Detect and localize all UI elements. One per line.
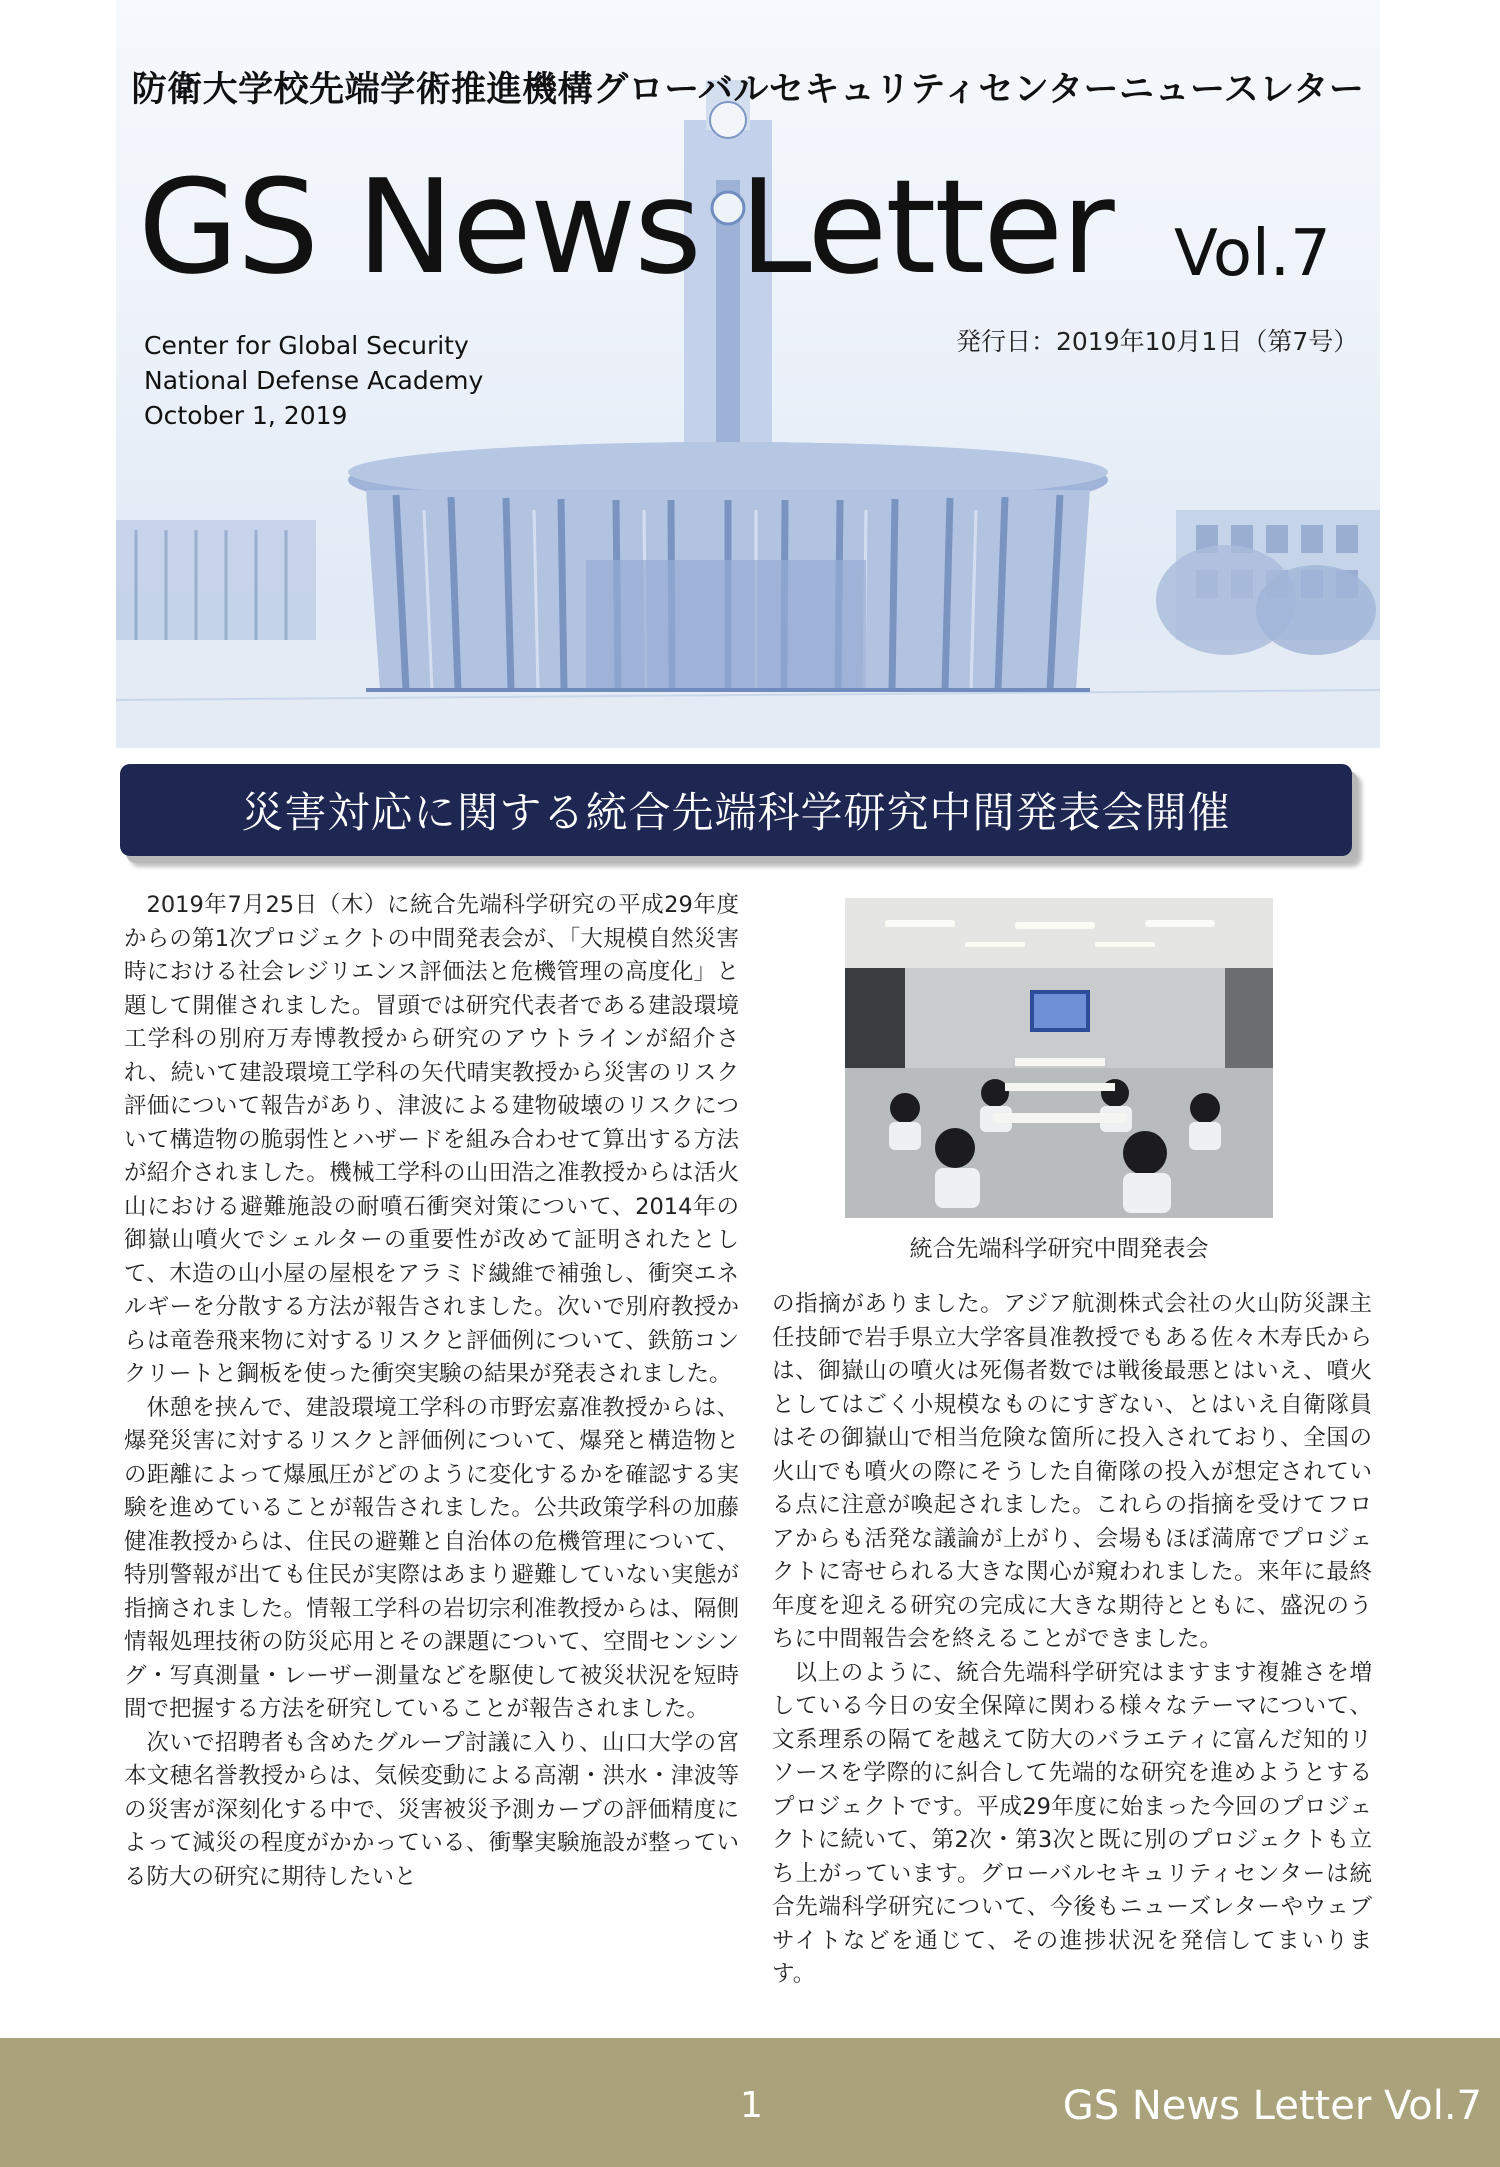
issue-date: October 1, 2019 [144, 401, 348, 430]
article-right-column [772, 1288, 1372, 1992]
volume-number: Vol.7 [1174, 217, 1331, 291]
article-headline: 災害対応に関する統合先端科学研究中間発表会開催 [241, 788, 1231, 837]
footer-title: GS News Letter Vol.7 [1062, 2083, 1482, 2129]
article-paragraph: 休憩を挟んで、建設環境工学科の市野宏嘉准教授からは、爆発災害に対するリスクと評価例について、爆発と構造物との距離によって爆風圧がどのように変化するかを確認する実験を進めていることが報告されました。公共政策学科の加藤健准教授からは、住民の避難と自治体の危機管理について、特別警報が出ても住民が実際はあまり避難していない実態が指摘されました。情報工学科の岩切宗利准教授からは、隔側情報処理技術の防災応用とその課題について、空間センシング・写真測量・レーザー測量などを駆使して被災状況を短時間で把握する方法を研究していることが報告されました。 [124, 1394, 739, 1722]
org-title: 防衛大学校先端学術推進機構グローバルセキュリティセンターニュースレター [131, 70, 1365, 110]
academy-name: National Defense Academy [144, 366, 484, 395]
article-paragraph: の指摘がありました。アジア航測株式会社の火山防災課主任技師で岩手県立大学客員准教授でもある佐々木寿氏からは、御嶽山の噴火は死傷者数では戦後最悪とはいえ、噴火としてはごく小規模なものにすぎない、とはいえ自衛隊員はその御嶽山で相当危険な箇所に投入されており、全国の火山でも噴火の際にそうした自衛隊の投入が想定されている点に注意が喚起されました。これらの指摘を受けてフロアからも活発な議論が上がり、会場もほぼ満席でプロジェクトに寄せられる大きな関心が窺われました。来年に最終年度を迎える研究の完成に大きな期待とともに、盛況のうちに中間報告会を終えることができました。 [772, 1291, 1372, 1652]
article-paragraph: 以上のように、統合先端科学研究はますます複雑さを増している今日の安全保障に関わる様々なテーマについて、文系理系の隔てを越えて防大のバラエティに富んだ知的リソースを学際的に糾合して先端的な研究を進めようとするプロジェクトです。平成29年度に始まった今回のプロジェクトに続いて、第2次・第3次と既に別のプロジェクトも立ち上がっています。グローバルセキュリティセンターは統合先端科学研究について、今後もニューズレターやウェブサイトなどを通じて、その進捗状況を発信してまいります。 [772, 1659, 1372, 1987]
article-headline-banner [120, 764, 1352, 856]
publish-date: 発行日：2019年10月1日（第7号） [956, 327, 1359, 356]
article-paragraph: 2019年7月25日（木）に統合先端科学研究の平成29年度からの第1次プロジェクトの中間発表会が、「大規模自然災害時における社会レジリエンス評価法と危機管理の高度化」と題して開催されました。冒頭では研究代表者である建設環境工学科の別府万寿博教授から研究のアウトラインが紹介され、続いて建設環境工学科の矢代晴実教授から災害のリスク評価について報告があり、津波による建物破壊のリスクについて構造物の脆弱性とハザードを組み合わせて算出する方法が紹介されました。機械工学科の山田浩之准教授からは活火山における避難施設の耐噴石衝突対策について、2014年の御嶽山噴火でシェルターの重要性が改めて証明されたとして、木造の山小屋の屋根をアラミド繊維で補強し、衝突エネルギーを分散する方法が報告されました。次いで別府教授からは竜巻飛来物に対するリスクと評価例について、鉄筋コンクリートと鋼板を使った衝突実験の結果が発表されました。 [124, 892, 739, 1387]
page-number: 1 [740, 2085, 763, 2126]
article-paragraph: 次いで招聘者も含めたグループ討議に入り、山口大学の宮本文穂名誉教授からは、気候変動による高潮・洪水・津波等の災害が深刻化する中で、災害被災予測カーブの評価精度によって減災の程度がかかっている、衝撃実験施設が整っている防大の研究に期待したいと [124, 1729, 739, 1890]
newsletter-title: GS News Letter [138, 151, 1113, 303]
center-name: Center for Global Security [144, 331, 469, 360]
conference-photo [845, 898, 1273, 1218]
center-info [144, 328, 483, 433]
article-left-column [124, 889, 739, 1894]
conference-room-illustration [845, 898, 1273, 1218]
photo-caption: 統合先端科学研究中間発表会 [909, 1236, 1209, 1262]
